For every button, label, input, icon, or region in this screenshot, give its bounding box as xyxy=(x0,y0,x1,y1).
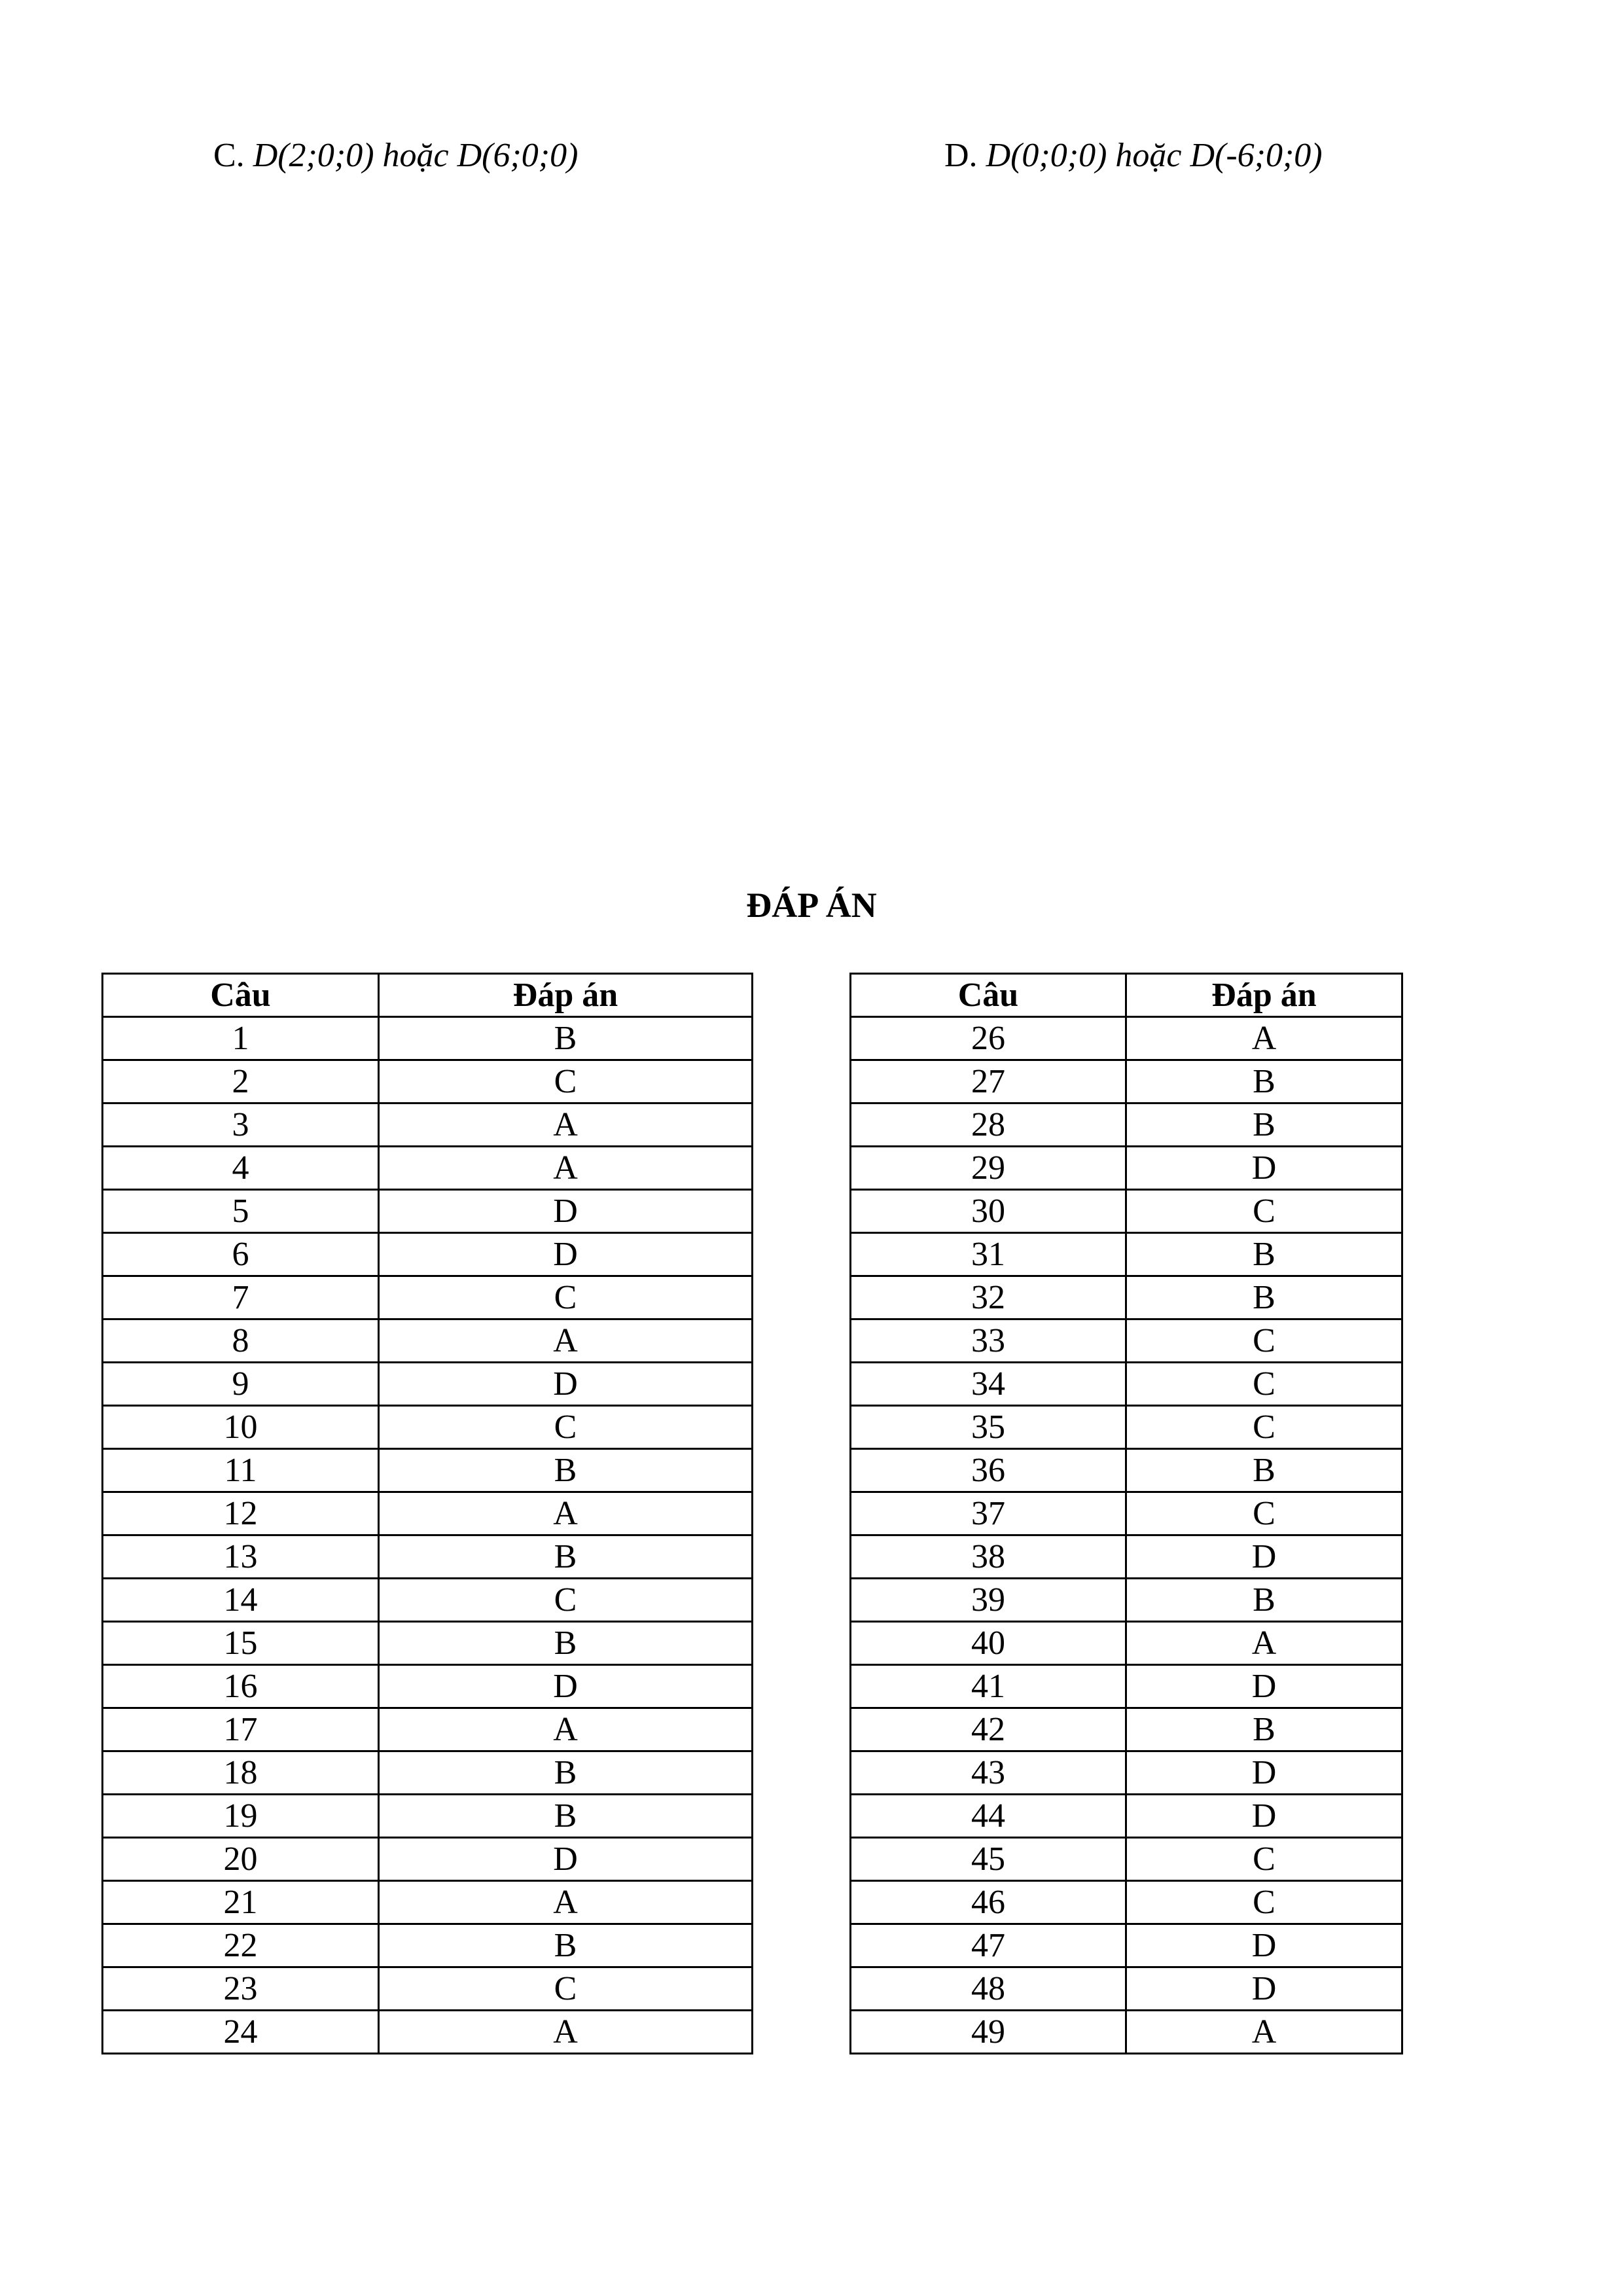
table-row xyxy=(851,1795,1402,1838)
question-number-cell: 13 xyxy=(103,1535,379,1579)
table-row xyxy=(103,1838,753,1881)
question-number-cell: 34 xyxy=(851,1363,1126,1406)
answer-letter-cell: C xyxy=(379,1060,753,1103)
answer-letter-cell: A xyxy=(379,1708,753,1751)
table-row xyxy=(103,1881,753,1924)
answer-letter-cell: D xyxy=(379,1665,753,1708)
answer-letter-cell: D xyxy=(1126,1751,1402,1795)
table-row xyxy=(851,1233,1402,1276)
question-number-cell: 44 xyxy=(851,1795,1126,1838)
table-row xyxy=(103,1665,753,1708)
table-row xyxy=(103,1795,753,1838)
table-header-row xyxy=(103,974,753,1017)
answer-letter-cell: A xyxy=(1126,1622,1402,1665)
table-row xyxy=(851,1881,1402,1924)
question-number-cell: 16 xyxy=(103,1665,379,1708)
question-number-cell: 2 xyxy=(103,1060,379,1103)
table-row xyxy=(851,1967,1402,2011)
column-header-answer: Đáp án xyxy=(1126,974,1402,1017)
table-row xyxy=(851,1276,1402,1319)
answer-letter-cell: B xyxy=(379,1017,753,1060)
answer-letter-cell: D xyxy=(379,1838,753,1881)
question-number-cell: 36 xyxy=(851,1449,1126,1492)
table-row xyxy=(851,1319,1402,1363)
column-header-answer: Đáp án xyxy=(379,974,753,1017)
answer-table-right xyxy=(849,973,1403,2054)
answer-letter-cell: A xyxy=(379,1103,753,1147)
column-header-question: Câu xyxy=(851,974,1126,1017)
answer-table-left-body xyxy=(103,1017,753,2054)
answer-letter-cell: C xyxy=(379,1406,753,1449)
question-number-cell: 20 xyxy=(103,1838,379,1881)
table-row xyxy=(851,1924,1402,1967)
question-number-cell: 1 xyxy=(103,1017,379,1060)
table-row xyxy=(851,1492,1402,1535)
question-number-cell: 6 xyxy=(103,1233,379,1276)
question-number-cell: 43 xyxy=(851,1751,1126,1795)
answer-letter-cell: B xyxy=(1126,1579,1402,1622)
answer-letter-cell: C xyxy=(1126,1406,1402,1449)
table-row xyxy=(851,1579,1402,1622)
answer-letter-cell: A xyxy=(1126,2011,1402,2054)
question-number-cell: 23 xyxy=(103,1967,379,2011)
question-number-cell: 48 xyxy=(851,1967,1126,2011)
table-row xyxy=(103,1967,753,2011)
question-number-cell: 33 xyxy=(851,1319,1126,1363)
table-row xyxy=(103,2011,753,2054)
answer-letter-cell: A xyxy=(1126,1017,1402,1060)
answer-letter-cell: B xyxy=(1126,1103,1402,1147)
table-row xyxy=(103,1449,753,1492)
question-number-cell: 38 xyxy=(851,1535,1126,1579)
question-number-cell: 10 xyxy=(103,1406,379,1449)
question-number-cell: 15 xyxy=(103,1622,379,1665)
answer-letter-cell: A xyxy=(379,1147,753,1190)
column-header-question: Câu xyxy=(103,974,379,1017)
answer-table-left xyxy=(101,973,753,2054)
table-row xyxy=(103,1363,753,1406)
answer-letter-cell: D xyxy=(1126,1535,1402,1579)
table-row xyxy=(103,1535,753,1579)
question-number-cell: 39 xyxy=(851,1579,1126,1622)
question-number-cell: 7 xyxy=(103,1276,379,1319)
question-number-cell: 31 xyxy=(851,1233,1126,1276)
table-row xyxy=(103,1147,753,1190)
answer-letter-cell: C xyxy=(1126,1492,1402,1535)
question-number-cell: 30 xyxy=(851,1190,1126,1233)
question-number-cell: 22 xyxy=(103,1924,379,1967)
answer-letter-cell: D xyxy=(1126,1967,1402,2011)
table-row xyxy=(103,1924,753,1967)
answer-letter-cell: C xyxy=(379,1276,753,1319)
answer-letter-cell: D xyxy=(379,1190,753,1233)
answer-letter-cell: C xyxy=(1126,1838,1402,1881)
answer-letter-cell: C xyxy=(379,1579,753,1622)
question-number-cell: 37 xyxy=(851,1492,1126,1535)
question-number-cell: 41 xyxy=(851,1665,1126,1708)
question-number-cell: 8 xyxy=(103,1319,379,1363)
answer-letter-cell: D xyxy=(1126,1665,1402,1708)
table-row xyxy=(851,1535,1402,1579)
answer-letter-cell: B xyxy=(1126,1276,1402,1319)
table-row xyxy=(103,1622,753,1665)
table-row xyxy=(103,1751,753,1795)
question-number-cell: 11 xyxy=(103,1449,379,1492)
answer-letter-cell: B xyxy=(1126,1449,1402,1492)
table-row xyxy=(103,1406,753,1449)
answer-table-right-body xyxy=(851,1017,1402,2054)
question-number-cell: 35 xyxy=(851,1406,1126,1449)
question-number-cell: 28 xyxy=(851,1103,1126,1147)
answer-letter-cell: A xyxy=(379,1492,753,1535)
table-row xyxy=(851,1363,1402,1406)
table-row xyxy=(851,1708,1402,1751)
table-row xyxy=(103,1579,753,1622)
table-row xyxy=(851,1449,1402,1492)
table-row xyxy=(103,1103,753,1147)
table-row xyxy=(103,1017,753,1060)
answer-letter-cell: B xyxy=(379,1535,753,1579)
question-number-cell: 4 xyxy=(103,1147,379,1190)
question-number-cell: 32 xyxy=(851,1276,1126,1319)
table-header-row xyxy=(851,974,1402,1017)
answer-letter-cell: D xyxy=(1126,1924,1402,1967)
question-number-cell: 3 xyxy=(103,1103,379,1147)
answer-letter-cell: C xyxy=(379,1967,753,2011)
answer-letter-cell: D xyxy=(1126,1795,1402,1838)
question-number-cell: 40 xyxy=(851,1622,1126,1665)
table-row xyxy=(851,1190,1402,1233)
table-row xyxy=(103,1708,753,1751)
answer-letter-cell: B xyxy=(379,1449,753,1492)
table-row xyxy=(851,1751,1402,1795)
option-d xyxy=(944,135,1323,177)
question-number-cell: 49 xyxy=(851,2011,1126,2054)
table-row xyxy=(851,1147,1402,1190)
answer-letter-cell: B xyxy=(379,1622,753,1665)
answer-letter-cell: B xyxy=(379,1924,753,1967)
answer-letter-cell: A xyxy=(379,1881,753,1924)
table-row xyxy=(103,1190,753,1233)
option-d-expression: D(0;0;0) hoặc D(-6;0;0) xyxy=(986,137,1323,174)
table-row xyxy=(851,1665,1402,1708)
answer-letter-cell: B xyxy=(1126,1708,1402,1751)
question-number-cell: 46 xyxy=(851,1881,1126,1924)
answer-letter-cell: B xyxy=(1126,1233,1402,1276)
table-row xyxy=(851,1017,1402,1060)
question-number-cell: 18 xyxy=(103,1751,379,1795)
answer-letter-cell: A xyxy=(379,2011,753,2054)
answer-letter-cell: D xyxy=(1126,1147,1402,1190)
table-row xyxy=(103,1492,753,1535)
answer-letter-cell: C xyxy=(1126,1881,1402,1924)
question-number-cell: 29 xyxy=(851,1147,1126,1190)
answer-letter-cell: C xyxy=(1126,1363,1402,1406)
answer-letter-cell: C xyxy=(1126,1190,1402,1233)
table-row xyxy=(103,1276,753,1319)
question-number-cell: 19 xyxy=(103,1795,379,1838)
answer-letter-cell: C xyxy=(1126,1319,1402,1363)
question-number-cell: 47 xyxy=(851,1924,1126,1967)
question-number-cell: 21 xyxy=(103,1881,379,1924)
table-row xyxy=(851,1060,1402,1103)
table-row xyxy=(851,1838,1402,1881)
table-row xyxy=(103,1060,753,1103)
table-row xyxy=(103,1233,753,1276)
option-c xyxy=(213,135,578,177)
table-row xyxy=(851,1103,1402,1147)
answer-letter-cell: B xyxy=(379,1751,753,1795)
table-row xyxy=(851,1622,1402,1665)
question-number-cell: 45 xyxy=(851,1838,1126,1881)
question-number-cell: 26 xyxy=(851,1017,1126,1060)
question-number-cell: 9 xyxy=(103,1363,379,1406)
question-number-cell: 17 xyxy=(103,1708,379,1751)
answer-letter-cell: D xyxy=(379,1233,753,1276)
question-number-cell: 14 xyxy=(103,1579,379,1622)
table-row xyxy=(851,2011,1402,2054)
question-number-cell: 27 xyxy=(851,1060,1126,1103)
table-row xyxy=(103,1319,753,1363)
answer-letter-cell: B xyxy=(379,1795,753,1838)
question-number-cell: 5 xyxy=(103,1190,379,1233)
answer-letter-cell: A xyxy=(379,1319,753,1363)
answer-letter-cell: D xyxy=(379,1363,753,1406)
option-d-letter: D. xyxy=(944,137,978,174)
question-number-cell: 42 xyxy=(851,1708,1126,1751)
answer-letter-cell: B xyxy=(1126,1060,1402,1103)
answer-key-title: ĐÁP ÁN xyxy=(746,886,877,925)
question-number-cell: 24 xyxy=(103,2011,379,2054)
option-c-letter: C. xyxy=(213,137,245,174)
option-c-expression: D(2;0;0) hoặc D(6;0;0) xyxy=(253,137,579,174)
question-number-cell: 12 xyxy=(103,1492,379,1535)
table-row xyxy=(851,1406,1402,1449)
